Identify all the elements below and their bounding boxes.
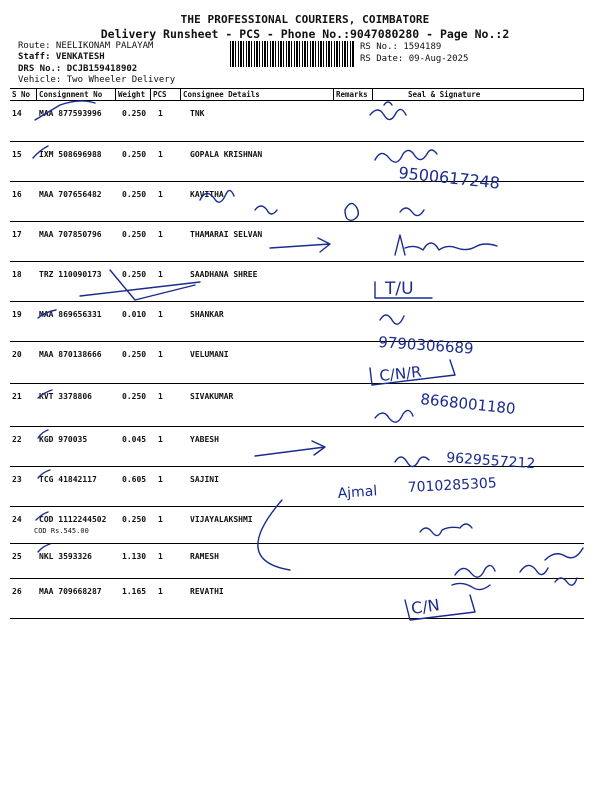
row-weight: 0.250 — [122, 190, 147, 199]
row-sno: 19 — [12, 310, 22, 319]
row-sno: 14 — [12, 109, 22, 118]
row-weight: 0.250 — [122, 350, 147, 359]
row-sno: 22 — [12, 435, 22, 444]
row-sno: 17 — [12, 230, 22, 239]
row-sno: 15 — [12, 150, 22, 159]
row-pcs: 1 — [158, 435, 163, 444]
row-consignment: MAA 709668287 — [39, 587, 102, 596]
row-consignment: KVT 3378806 — [39, 392, 92, 401]
row-weight: 0.010 — [122, 310, 147, 319]
row-weight: 0.605 — [122, 475, 147, 484]
row-sno: 23 — [12, 475, 22, 484]
row-divider — [10, 578, 584, 579]
row-sno: 21 — [12, 392, 22, 401]
row-pcs: 1 — [158, 230, 163, 239]
vehicle: Vehicle: Two Wheeler Delivery — [18, 75, 176, 85]
row-consignee: TNK — [190, 109, 205, 118]
row-pcs: 1 — [158, 190, 163, 199]
row-weight: 1.165 — [122, 587, 147, 596]
col-weight: Weight — [118, 90, 146, 99]
row-consignment: KGD 970035 — [39, 435, 88, 444]
row-pcs: 1 — [158, 270, 163, 279]
col-seal: Seal & Signature — [408, 90, 481, 99]
row-weight: 0.250 — [122, 230, 147, 239]
cod-amount: COD Rs.545.00 — [34, 527, 89, 535]
row-divider — [10, 506, 584, 507]
row-consignee: REVATHI — [190, 587, 224, 596]
row-sno: 18 — [12, 270, 22, 279]
row-sno: 26 — [12, 587, 22, 596]
drs-number: DRS No.: DCJB159418902 — [18, 64, 138, 74]
handwritten-ajmal-23: Ajmal — [337, 483, 378, 502]
row-consignee: SAJINI — [190, 475, 219, 484]
row-divider — [10, 543, 584, 544]
row-sno: 25 — [12, 552, 22, 561]
row-pcs: 1 — [158, 552, 163, 561]
runsheet-subtitle: Delivery Runsheet - PCS - Phone No.:9047080280 - Page No.:2 — [100, 27, 510, 41]
row-pcs: 1 — [158, 350, 163, 359]
row-consignment: IXM 508696988 — [39, 150, 102, 159]
row-divider — [10, 301, 584, 302]
company-title: THE PROFESSIONAL COURIERS, COIMBATORE — [180, 13, 430, 26]
row-sno: 16 — [12, 190, 22, 199]
row-divider — [10, 618, 584, 619]
col-sno: S No — [12, 90, 31, 99]
handwritten-phone-19: 9790306689 — [377, 333, 475, 358]
row-consignment: MAA 869656331 — [39, 310, 102, 319]
row-divider — [10, 426, 584, 427]
col-consignee: Consignee Details — [183, 90, 260, 99]
rs-date: RS Date: 09-Aug-2025 — [360, 54, 469, 64]
row-divider — [10, 341, 584, 342]
row-weight: 0.045 — [122, 435, 147, 444]
row-pcs: 1 — [158, 587, 163, 596]
row-weight: 0.250 — [122, 392, 147, 401]
row-weight: 0.250 — [122, 515, 147, 524]
handwritten-tu-18: T/U — [385, 279, 414, 299]
handwritten-cnr-20: C/N/R — [378, 362, 423, 385]
row-pcs: 1 — [158, 515, 163, 524]
row-consignment: MAA 870138666 — [39, 350, 102, 359]
barcode — [230, 41, 355, 67]
handwritten-cn-26: C/N — [409, 595, 441, 618]
row-consignee: SAADHANA SHREE — [190, 270, 258, 279]
handwritten-phone-21: 8668001180 — [419, 390, 517, 418]
staff: Staff: VENKATESH — [18, 52, 105, 62]
row-consignment: MAA 707850796 — [39, 230, 102, 239]
row-consignee: KAVITHA — [190, 190, 224, 199]
row-pcs: 1 — [158, 310, 163, 319]
row-divider — [10, 141, 584, 142]
handwritten-phone-22: 9629557212 — [445, 450, 536, 473]
col-consignment: Consignment No — [39, 90, 103, 99]
row-divider — [10, 181, 584, 182]
row-pcs: 1 — [158, 392, 163, 401]
row-consignee: THAMARAI SELVAN — [190, 230, 263, 239]
route: Route: NEELIKONAM PALAYAM — [18, 41, 154, 51]
row-sno: 24 — [12, 515, 22, 524]
row-divider — [10, 221, 584, 222]
row-weight: 0.250 — [122, 109, 147, 118]
col-pcs: PCS — [153, 90, 167, 99]
row-consignee: YABESH — [190, 435, 219, 444]
row-consignee: VIJAYALAKSHMI — [190, 515, 253, 524]
handwritten-phone-15: 9500617248 — [397, 163, 501, 193]
row-weight: 0.250 — [122, 270, 147, 279]
row-consignment: COD 1112244502 — [39, 515, 107, 524]
row-consignee: GOPALA KRISHNAN — [190, 150, 263, 159]
handwritten-phone-23: 7010285305 — [407, 475, 498, 496]
row-consignment: TCG 41842117 — [39, 475, 97, 484]
row-consignee: VELUMANI — [190, 350, 229, 359]
row-consignee: SHANKAR — [190, 310, 224, 319]
runsheet-table — [10, 88, 584, 608]
row-pcs: 1 — [158, 109, 163, 118]
row-pcs: 1 — [158, 475, 163, 484]
row-consignment: TRZ 110090173 — [39, 270, 102, 279]
row-divider — [10, 383, 584, 384]
row-consignment: NKL 3593326 — [39, 552, 92, 561]
row-weight: 0.250 — [122, 150, 147, 159]
row-consignment: MAA 707656482 — [39, 190, 102, 199]
row-pcs: 1 — [158, 150, 163, 159]
row-sno: 20 — [12, 350, 22, 359]
rs-number: RS No.: 1594189 — [360, 42, 442, 52]
row-consignee: SIVAKUMAR — [190, 392, 234, 401]
row-divider — [10, 466, 584, 467]
row-divider — [10, 261, 584, 262]
row-weight: 1.130 — [122, 552, 147, 561]
row-consignee: RAMESH — [190, 552, 219, 561]
col-remarks: Remarks — [336, 90, 368, 99]
row-consignment: MAA 877593996 — [39, 109, 102, 118]
